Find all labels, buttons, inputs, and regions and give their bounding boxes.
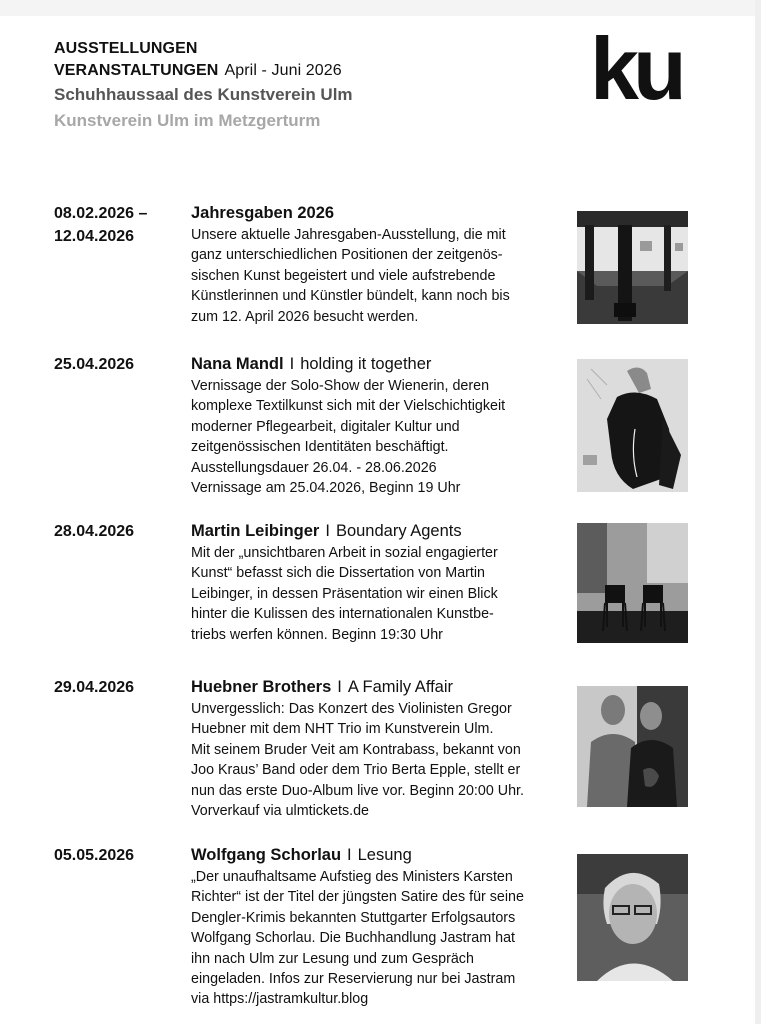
desc-line: hinter die Kulissen des internationalen Kunstbe- [191,606,494,623]
event-title-name: Martin Leibinger [191,522,320,540]
desc-line: nun das erste Duo-Album live vor. Beginn 20:00 Uhr. [191,782,524,799]
event-content [191,202,569,327]
event-date: 28.04.2026 [54,523,135,540]
event-date: 05.05.2026 [54,847,135,864]
desc-line: zum 12. April 2026 besucht werden. [191,308,419,325]
event-title-name: Nana Mandl [191,355,284,373]
ku-logo: ku [590,19,681,118]
title-separator: I [289,355,295,373]
chairs-stage-photo [577,523,688,643]
event-content [191,676,569,821]
desc-line: sischen Kunst begeistert und viele aufstrebende [191,267,496,284]
desc-line: Vernissage der Solo-Show der Wienerin, deren [191,378,490,394]
desc-line: Joo Kraus’ Band oder dem Trio Berta Epple, stellt er [191,762,521,779]
event-title [191,202,569,225]
event-title [191,844,569,867]
top-band [0,0,761,16]
desc-line: Richter“ ist der Titel der jüngsten Satire des für seine [191,889,524,906]
event-content [191,520,569,645]
desc-line: Mit seinem Bruder Veit am Kontrabass, bekannt von [191,741,521,758]
desc-line: Unsere aktuelle Jahresgaben-Ausstellung, die mit [191,227,506,243]
desc-line: zeitgenössischen Identitäten beschäftigt. [191,439,449,456]
desc-line: Kunst“ befasst sich die Dissertation von Martin [191,565,486,582]
right-edge [755,0,761,1024]
event-date: 25.04.2026 [54,356,135,373]
event-description [191,867,569,1010]
event-description [191,699,569,821]
event-subtitle: holding it together [300,355,432,373]
title-separator: I [347,846,352,864]
event-date-start: 08.02.2026 – [54,205,148,222]
wolfgang-schorlau-portrait [577,854,688,981]
event-subtitle: Boundary Agents [335,522,462,540]
event-title [191,676,569,699]
page-header [54,38,534,134]
event-content [191,844,569,1010]
desc-line: Leibinger, in dessen Präsentation wir einen Blick [191,585,498,602]
desc-line: via https://jastramkultur.blog [191,991,369,1008]
desc-line: Dengler-Krimis bekannten Stuttgarter Erfolgsautors [191,909,516,926]
event-title-name: Huebner Brothers [191,678,332,696]
desc-line: moderner Pflegearbeit, digitaler Kultur und [191,418,460,435]
desc-line: Wolfgang Schorlau. Die Buchhandlung Jastram hat [191,930,515,947]
desc-line: Künstlerinnen und Künstler bündelt, kann noch bis [191,288,510,305]
event-title [191,353,569,376]
desc-line: komplexe Textilkunst sich mit der Vielschichtigkeit [191,398,506,415]
desc-line: Ausstellungsdauer 26.04. - 28.06.2026 [191,459,437,476]
header-line-exhibitions: AUSSTELLUNGEN [54,40,198,57]
title-separator: I [325,522,330,540]
desc-line: „Der unaufhaltsame Aufstieg des Ministers Karsten [191,869,513,885]
event-title [191,520,569,543]
event-description [191,225,569,327]
header-venue-2: Kunstverein Ulm im Metzgerturm [54,111,321,130]
event-title-name: Jahresgaben 2026 [191,204,335,222]
title-separator: I [337,678,342,696]
event-description [191,543,569,645]
header-date-range: April - Juni 2026 [224,62,342,79]
event-subtitle: Lesung [357,846,412,864]
desc-line: Vernissage am 25.04.2026, Beginn 19 Uhr [191,480,461,497]
desc-line: Unvergesslich: Das Konzert des Violinisten Gregor [191,701,512,717]
desc-line: Mit der „unsichtbaren Arbeit in sozial engagierter [191,545,498,561]
desc-line: triebs werfen können. Beginn 19:30 Uhr [191,626,443,643]
header-venue-1: Schuhhaussaal des Kunstverein Ulm [54,85,353,104]
textile-artwork-photo [577,359,688,492]
desc-line: ganz unterschiedlichen Positionen der zeitgenös- [191,247,503,264]
event-date: 29.04.2026 [54,679,135,696]
event-date [54,202,147,248]
event-subtitle: A Family Affair [347,678,454,696]
desc-line: Huebner mit dem NHT Trio im Kunstverein Ulm. [191,721,494,738]
desc-line: eingeladen. Infos zur Reservierung nur bei Jastram [191,971,516,988]
huebner-brothers-photo [577,686,688,807]
desc-line: Vorverkauf via ulmtickets.de [191,803,369,820]
header-line-events [54,60,534,82]
event-content [191,353,569,498]
event-title-name: Wolfgang Schorlau [191,846,342,864]
event-description [191,376,569,498]
exhibition-hall-photo [577,211,688,324]
header-events-label: VERANSTALTUNGEN [54,62,219,79]
desc-line: ihn nach Ulm zur Lesung und zum Gespräch [191,950,474,967]
event-date-end: 12.04.2026 [54,228,135,245]
